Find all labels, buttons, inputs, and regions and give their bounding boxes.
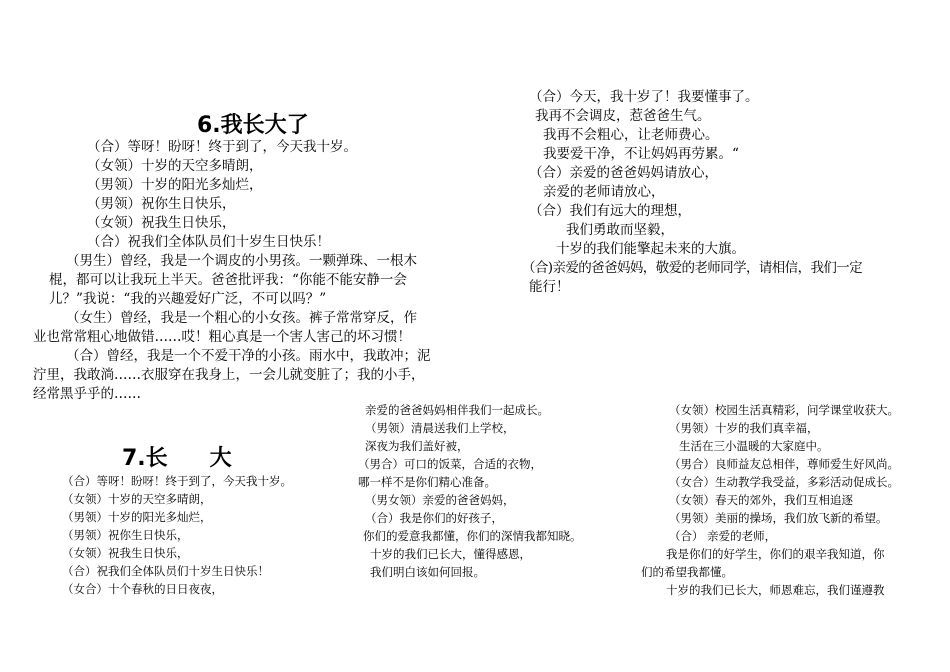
text-line: （男生）曾经，我是一个调皮的小男孩。一颗弹珠、一根木: [66, 253, 417, 269]
text-line: （男合）可口的饭菜，合适的衣物，: [358, 457, 542, 471]
text-line: （合)亲爱的爸爸妈妈，敬爱的老师同学，请相信，我们一定: [522, 260, 863, 276]
text-line: （女生）曾经，我是一个粗心的小女孩。裤子常常穿反，作: [66, 310, 417, 326]
text-line: 亲爱的老师请放心，: [543, 184, 665, 200]
text-line: （合）亲爱的爸爸妈妈请放心，: [529, 165, 718, 181]
text-line: 我再不会调皮，惹爸爸生气。: [535, 108, 711, 124]
text-line: （男领）十岁的我们真幸福，: [669, 421, 819, 435]
text-line: 十岁的我们已长大，懂得感恩，: [370, 547, 531, 561]
text-line: （女领）祝我生日快乐，: [87, 215, 236, 231]
text-line: 哪一样不是你们精心准备。: [358, 475, 496, 489]
text-line: 十岁的我们已长大，师恩难忘，我们谨遵教: [666, 583, 885, 597]
text-line: 能行！: [529, 279, 570, 295]
section6-title: 6.我长大了: [197, 113, 309, 138]
text-line: （男领）祝你生日快乐，: [87, 196, 236, 212]
text-line: （合） 亲爱的老师，: [669, 529, 777, 543]
text-line: 业也常常粗心地做错……哎！粗心真是一个害人害己的坏习惯！: [33, 329, 411, 345]
text-line: （男领）十岁的阳光多灿烂，: [87, 177, 263, 193]
text-line: （女合）十个春秋的日日夜夜，: [62, 582, 223, 596]
text-line: （男领）十岁的阳光多灿烂，: [62, 510, 212, 524]
text-line: （男领）清晨送我们上学校，: [365, 421, 515, 435]
text-line: 经常黑乎乎的……: [33, 386, 141, 402]
text-line: 儿？”我说：“我的兴趣爱好广泛，不可以吗？”: [49, 291, 327, 307]
text-line: 深夜为我们盖好被，: [365, 439, 469, 453]
text-line: 亲爱的爸爸妈妈相伴我们一起成长。: [365, 403, 549, 417]
text-line: 十岁的我们能擎起未来的大旗。: [556, 241, 745, 257]
text-line: 泞里，我敢淌……衣服穿在我身上，一会儿就变脏了；我的小手，: [33, 367, 425, 383]
text-line: （合）等呀！盼呀！终于到了，今天我十岁。: [62, 474, 292, 488]
text-line: （男合）良师益友总相伴，尊师爱生好风尚。: [669, 457, 899, 471]
text-line: 们的希望我都懂。: [641, 565, 733, 579]
text-line: （合）等呀！盼呀！终于到了，今天我十岁。: [87, 139, 357, 155]
text-line: （女领）校园生活真精彩，问学课堂收获大。: [669, 403, 899, 417]
text-line: 棍，都可以让我玩上半天。爸爸批评我：“你能不能安静一会: [49, 272, 407, 288]
text-line: （女合）生动教学我受益，多彩活动促成长。: [669, 475, 899, 489]
text-line: （合）我们有远大的理想，: [529, 203, 691, 219]
text-line: （合）今天，我十岁了！我要懂事了。: [529, 89, 759, 105]
text-line: （男领）祝你生日快乐，: [62, 528, 189, 542]
text-line: （女领）十岁的天空多晴朗，: [87, 158, 263, 174]
text-line: 我再不会粗心，让老师费心。: [543, 127, 719, 143]
text-line: 我要爱干净，不让妈妈再劳累。“: [543, 146, 739, 162]
section7-title-part1: 7.长: [122, 446, 168, 471]
text-line: （女领）春天的郊外，我们互相追逐: [669, 493, 853, 507]
text-line: （合）祝我们全体队员们十岁生日快乐！: [87, 234, 330, 250]
text-line: 我是你们的好学生，你们的艰辛我知道，你: [666, 547, 885, 561]
section7-title-part2: 大: [209, 446, 232, 471]
text-line: （女领）十岁的天空多晴朗，: [62, 492, 212, 506]
text-line: 你们的爱意我都懂，你们的深情我都知晓。: [363, 529, 582, 543]
text-line: （男领）美丽的操场，我们放飞新的希望。: [669, 511, 888, 525]
text-line: （合）曾经，我是一个不爱干净的小孩。雨水中，我敢冲；泥: [66, 348, 431, 364]
text-line: （合）我是你们的好孩子，: [365, 511, 503, 525]
text-line: （男女领）亲爱的爸爸妈妈，: [365, 493, 515, 507]
text-line: 我们勇敢而坚毅，: [566, 222, 674, 238]
section7-title: [122, 441, 232, 472]
text-line: （合）祝我们全体队员们十岁生日快乐！: [62, 564, 269, 578]
text-line: （女领）祝我生日快乐，: [62, 546, 189, 560]
text-line: 生活在三小温暖的大家庭中。: [679, 439, 829, 453]
text-line: 我们明白该如何回报。: [370, 565, 485, 579]
